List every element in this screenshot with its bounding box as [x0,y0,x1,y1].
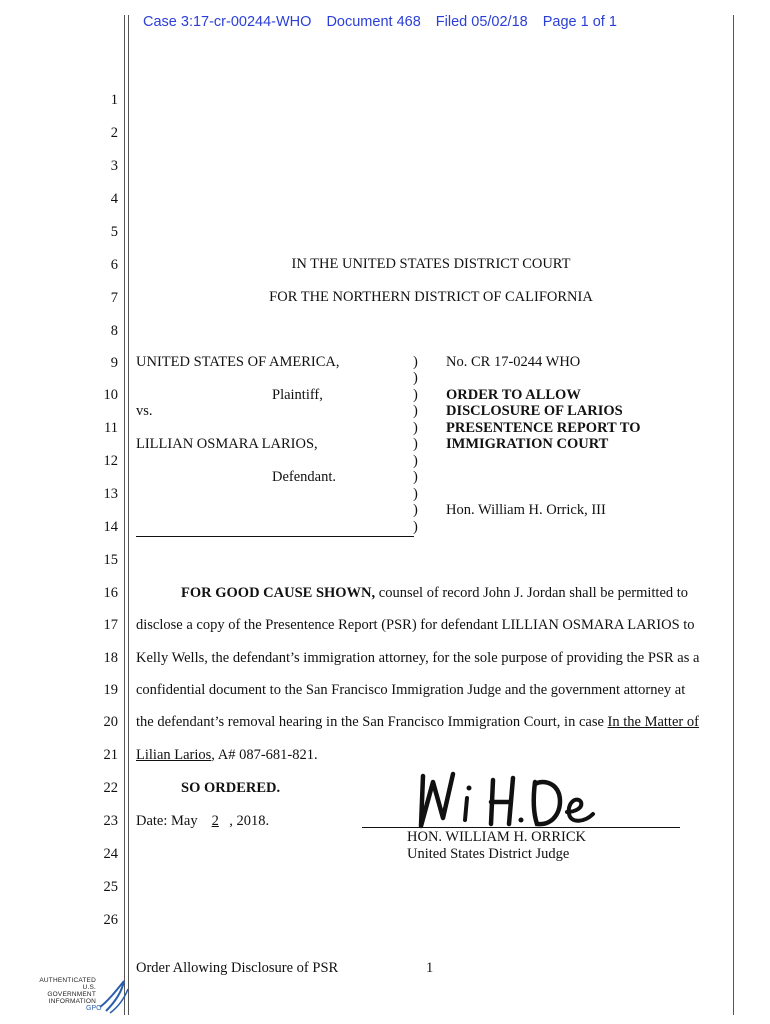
matter-caption-part1: In the Matter of [607,714,699,730]
line-number: 23 [103,813,118,829]
body-line-19: confidential document to the San Francisco Immigration Judge and the government attorney at [136,682,686,698]
matter-caption-part2: Lilian Larios [136,747,212,763]
gpo-authentication-seal [34,977,134,1017]
caption-paren: ) [413,453,418,469]
line-number: 14 [103,519,118,535]
caption-paren: ) [413,436,418,452]
plaintiff-role: Plaintiff, [272,387,323,403]
left-margin-rule-outer [124,15,125,1015]
line-number: 16 [103,585,118,601]
header-case-number: Case 3:17-cr-00244-WHO [143,14,312,30]
line-number: 18 [103,650,118,666]
caption-paren: ) [413,420,418,436]
line-number: 24 [103,846,118,862]
date-year: , 2018. [229,813,270,829]
line-number: 10 [103,387,118,403]
judge-title: United States District Judge [407,846,570,862]
seal-line: AUTHENTICATED [39,977,96,984]
caption-paren: ) [413,354,418,370]
eagle-icon [94,977,134,1017]
judge-name: HON. WILLIAM H. ORRICK [407,829,586,845]
line-number: 8 [110,323,118,339]
seal-line: INFORMATION [48,998,96,1005]
caption-underline [136,536,414,537]
defendant-role: Defendant. [272,469,337,485]
body-line-17: disclose a copy of the Presentence Report (PSR) for defendant LILLIAN OSMARA LARIOS to [136,617,695,633]
line-number: 19 [103,682,118,698]
line-number: 3 [110,158,118,174]
line-number: 12 [103,453,118,469]
line-number: 15 [103,552,118,568]
caption-paren: ) [413,370,418,386]
body-line-20 [136,714,699,731]
line-number: 13 [103,486,118,502]
order-title-line: ORDER TO ALLOW [446,387,581,403]
assigned-judge: Hon. William H. Orrick, III [446,502,606,518]
caption-paren: ) [413,486,418,502]
so-ordered: SO ORDERED. [181,780,281,796]
header-filed-date: Filed 05/02/18 [435,14,528,30]
caption-paren: ) [413,403,418,419]
body-line-16-rest: counsel of record John J. Jordan shall be permitted to [375,585,689,601]
header-document-number: Document 468 [326,14,421,30]
date-day-value: 2 [211,813,219,829]
line-number: 25 [103,879,118,895]
line-number: 6 [110,257,118,273]
footer-page-number: 1 [426,960,434,976]
caption-paren: ) [413,469,418,485]
order-title-line: IMMIGRATION COURT [446,436,609,452]
line-number: 4 [110,191,118,207]
court-district: FOR THE NORTHERN DISTRICT OF CALIFORNIA [269,289,593,305]
date-day [201,813,229,830]
signature-line [362,827,680,828]
order-title-line: DISCLOSURE OF LARIOS [446,403,623,419]
versus: vs. [136,403,153,419]
line-number: 5 [110,224,118,240]
caption-paren: ) [413,502,418,518]
case-number: No. CR 17-0244 WHO [446,354,581,370]
line-number: 26 [103,912,118,928]
line-number: 11 [104,420,118,436]
plaintiff-name: UNITED STATES OF AMERICA, [136,354,340,370]
line-number: 1 [110,92,118,108]
body-line-16 [181,585,688,602]
line-number: 9 [110,355,118,371]
seal-line: U.S. GOVERNMENT [47,984,96,998]
line-number: 22 [103,780,118,796]
judge-signature [405,768,605,832]
body-line-21 [136,747,318,764]
order-title-line: PRESENTENCE REPORT TO [446,420,641,436]
right-margin-rule [733,15,734,1015]
order-date [136,813,269,830]
line-number: 17 [103,617,118,633]
line-number: 20 [103,714,118,730]
caption-paren: ) [413,387,418,403]
body-line-18: Kelly Wells, the defendant’s immigration attorney, for the sole purpose of providing the PSR as a [136,650,700,666]
line-number: 21 [103,747,118,763]
footer-title: Order Allowing Disclosure of PSR [136,960,339,976]
court-name: IN THE UNITED STATES DISTRICT COURT [291,256,571,272]
date-label: Date: May [136,813,202,829]
ecf-header [143,14,628,30]
defendant-name: LILLIAN OSMARA LARIOS, [136,436,318,452]
line-number: 7 [110,290,118,306]
header-page-count: Page 1 of 1 [542,14,617,30]
body-line-20-text: the defendant’s removal hearing in the San Francisco Immigration Court, in case [136,714,608,730]
good-cause-lead: FOR GOOD CAUSE SHOWN, [181,585,376,601]
alien-number: , A# 087-681-821. [211,747,318,763]
line-number: 2 [110,125,118,141]
caption-paren: ) [413,519,418,535]
seal-gpo-mark: GPO [86,1005,102,1012]
left-margin-rule-inner [128,15,129,1015]
seal-text [34,977,96,1005]
